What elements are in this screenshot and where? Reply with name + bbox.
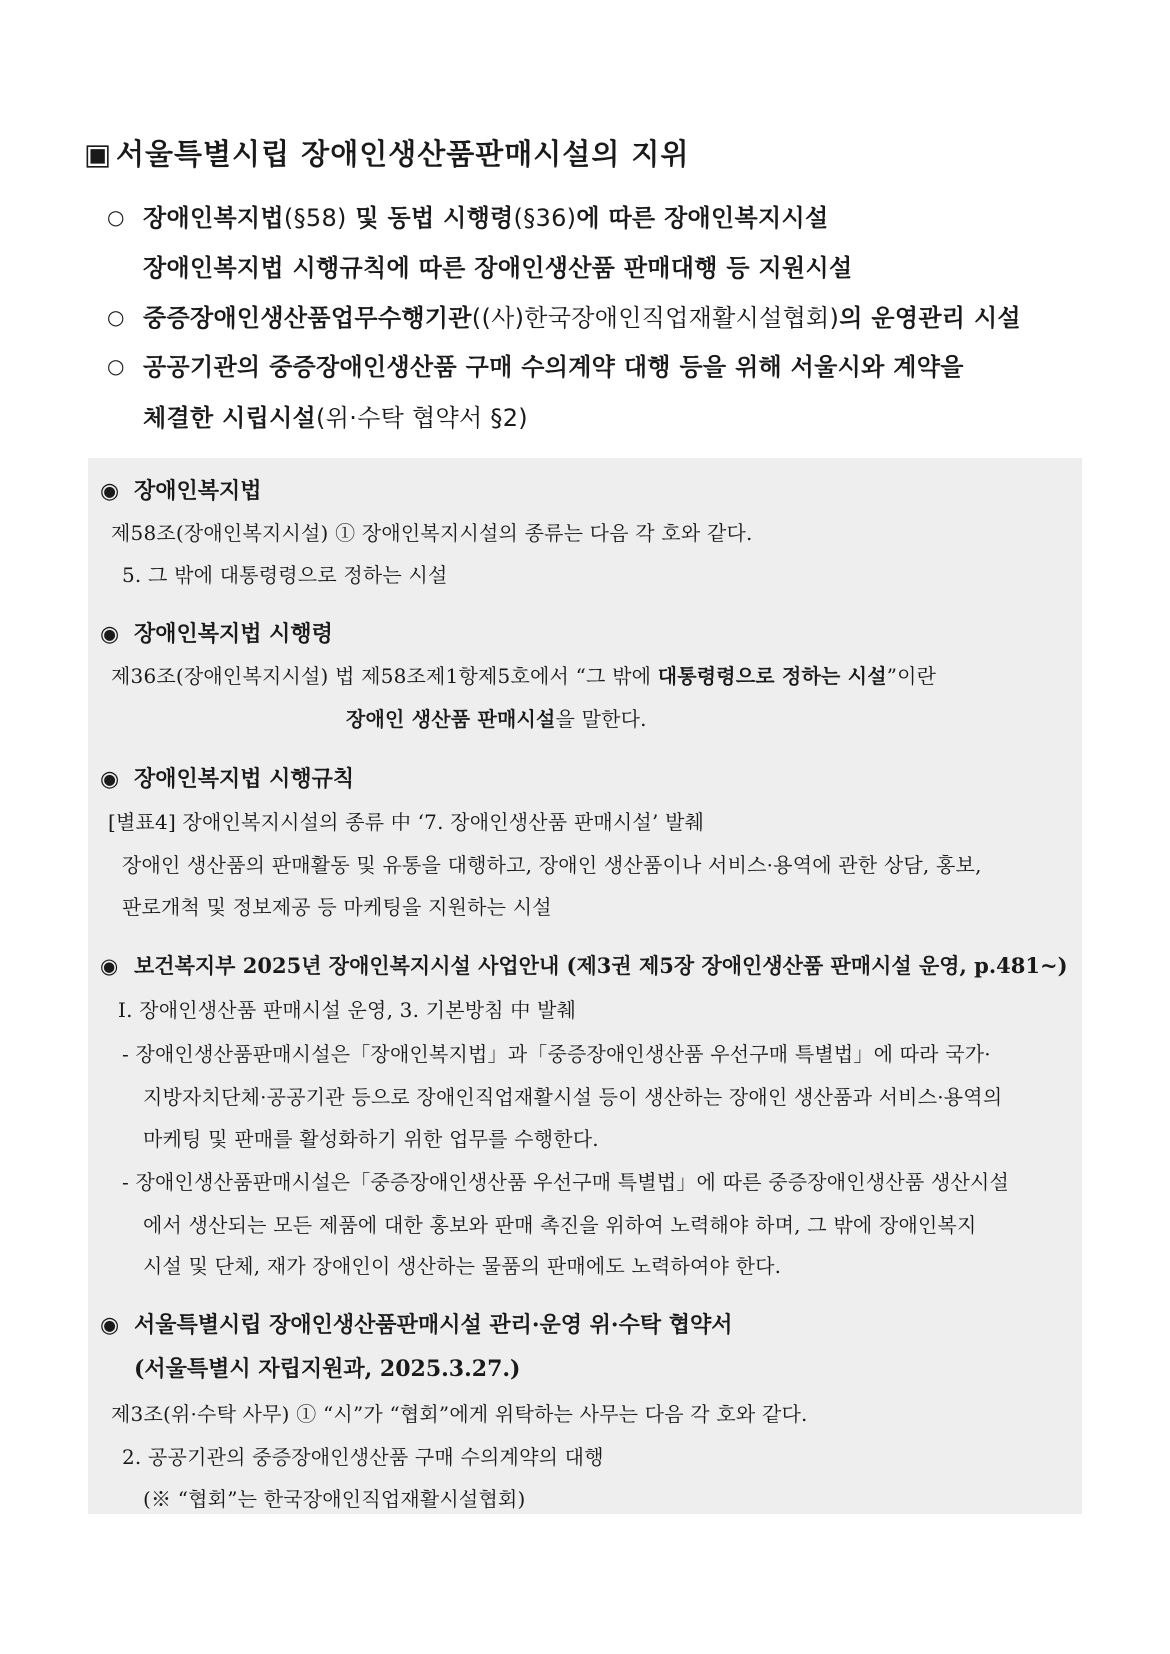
bullet-text: 체결한 시립시설 bbox=[143, 404, 317, 432]
bullet-item-2 bbox=[107, 298, 1021, 333]
bullet-item-3 bbox=[107, 347, 964, 382]
law-text-line: - 장애인생산품판매시설은「중증장애인생산품 우선구매 특별법」에 따른 중증장애인생산품 생산시설 bbox=[122, 1170, 1010, 1194]
target-bullet-icon: ◉ bbox=[100, 479, 120, 504]
target-bullet-icon: ◉ bbox=[100, 954, 119, 978]
bullet-text: 의 운영관리 시설 bbox=[839, 304, 1021, 332]
section-title: 보건복지부 2025년 장애인복지시설 사업안내 (제3권 제5장 장애인생산품 판매시설 운영, p.481~) bbox=[134, 953, 1068, 978]
bullet-text: 에 따른 장애인복지시설 bbox=[576, 204, 829, 232]
law-text-bold: 장애인 생산품 판매시설 bbox=[346, 707, 556, 731]
bullet-text: (§36) bbox=[513, 204, 577, 232]
section-heading-disability-welfare-act bbox=[100, 474, 262, 505]
law-text-line: 마케팅 및 판매를 활성화하기 위한 업무를 수행한다. bbox=[143, 1127, 599, 1151]
section-heading-enforcement-decree bbox=[100, 617, 333, 648]
law-text-line: 판로개척 및 정보제공 등 마케팅을 지원하는 시설 bbox=[122, 895, 552, 919]
circle-bullet-icon: ○ bbox=[107, 354, 125, 378]
bullet-text: (§58) bbox=[283, 204, 347, 232]
page-title bbox=[84, 132, 689, 173]
bullet-text: 공공기관의 중증장애인생산품 구매 수의계약 대행 등을 위해 서울시와 계약을 bbox=[143, 353, 964, 381]
law-text-line: 5. 그 밖에 대통령령으로 정하는 시설 bbox=[122, 563, 448, 587]
law-text-line: 제3조(위·수탁 사무) ① “시”가 “협회”에게 위탁하는 사무는 다음 각 호와 같다. bbox=[111, 1402, 808, 1426]
page-title-text: 서울특별시립 장애인생산품판매시설의 지위 bbox=[116, 137, 690, 171]
law-text-line bbox=[111, 660, 936, 689]
law-text-line: 에서 생산되는 모든 제품에 대한 홍보와 판매 촉진을 위하여 노력해야 하며, 그 밖에 장애인복지 bbox=[143, 1213, 977, 1237]
section-title: 장애인복지법 시행규칙 bbox=[134, 766, 355, 792]
section-title: 장애인복지법 bbox=[134, 478, 262, 504]
section-heading-agreement bbox=[100, 1308, 733, 1339]
law-text-bold: 대통령령으로 정하는 시설 bbox=[657, 664, 887, 688]
bullet-text: 장애인복지법 bbox=[143, 204, 284, 232]
law-text: 을 말한다. bbox=[555, 707, 647, 731]
section-subtitle: (서울특별시 자립지원과, 2025.3.27.) bbox=[134, 1356, 521, 1382]
law-text-line: 시설 및 단체, 재가 장애인이 생산하는 물품의 판매에도 노력하여야 한다. bbox=[143, 1254, 782, 1278]
law-text-line bbox=[346, 703, 647, 732]
law-text-line: 지방자치단체·공공기관 등으로 장애인직업재활시설 등이 생산하는 장애인 생산품과 서비스·용역의 bbox=[143, 1085, 1003, 1109]
bullet-text: 및 동법 시행령 bbox=[346, 204, 514, 232]
target-bullet-icon: ◉ bbox=[100, 622, 120, 647]
bullet-text: (위·수탁 협약서 §2) bbox=[316, 404, 528, 432]
section-title: 서울특별시립 장애인생산품판매시설 관리·운영 위·수탁 협약서 bbox=[134, 1312, 733, 1338]
bullet-item-1 bbox=[107, 198, 828, 233]
circle-bullet-icon: ○ bbox=[107, 205, 125, 229]
target-bullet-icon: ◉ bbox=[100, 767, 120, 792]
bullet-text: 중증장애인생산품업무수행기관 bbox=[143, 304, 472, 332]
bullet-item-3-continuation bbox=[143, 398, 528, 433]
bullet-item-1-continuation bbox=[143, 248, 852, 283]
law-text-line: (※ “협회”는 한국장애인직업재활시설협회) bbox=[143, 1487, 526, 1511]
law-text-line: 2. 공공기관의 중증장애인생산품 구매 수의계약의 대행 bbox=[122, 1445, 604, 1469]
law-text-line: 제58조(장애인복지시설) ① 장애인복지시설의 종류는 다음 각 호와 같다. bbox=[111, 521, 753, 545]
law-text-line: 장애인 생산품의 판매활동 및 유통을 대행하고, 장애인 생산품이나 서비스·용역에 관한 상담, 홍보, bbox=[122, 853, 982, 877]
section-heading-ministry-guide bbox=[100, 950, 1068, 980]
circle-bullet-icon: ○ bbox=[107, 305, 125, 329]
square-bullet-icon: ▣ bbox=[84, 137, 113, 171]
bullet-text: 장애인복지법 시행규칙에 따른 장애인생산품 판매대행 등 지원시설 bbox=[143, 254, 853, 282]
law-text: 제36조(장애인복지시설) 법 제58조제1항제5호에서 “그 밖에 bbox=[111, 664, 658, 688]
law-text-line: Ⅰ. 장애인생산품 판매시설 운영, 3. 기본방침 中 발췌 bbox=[118, 998, 577, 1022]
section-title: 장애인복지법 시행령 bbox=[134, 621, 333, 647]
law-text-line: - 장애인생산품판매시설은「장애인복지법」과「중증장애인생산품 우선구매 특별법」에 따라 국가· bbox=[122, 1042, 991, 1066]
section-heading-enforcement-rules bbox=[100, 762, 354, 793]
law-text-line: [별표4] 장애인복지시설의 종류 中 ‘7. 장애인생산품 판매시설’ 발췌 bbox=[108, 810, 705, 834]
bullet-text: ((사)한국장애인직업재활시설협회) bbox=[471, 304, 840, 332]
target-bullet-icon: ◉ bbox=[100, 1313, 120, 1338]
law-text: ”이란 bbox=[886, 664, 937, 688]
